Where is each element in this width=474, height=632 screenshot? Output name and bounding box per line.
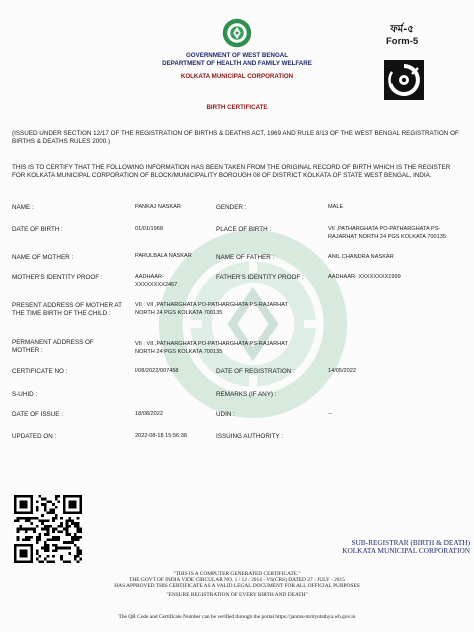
gender-label: GENDER : xyxy=(216,204,247,211)
footer-verification-note: The QR Code and Certificate Number can be verified through the portal https://janma-mrityutathya.wb.gov.in xyxy=(118,614,356,620)
qr-code-icon xyxy=(14,495,82,563)
mother-id-label: MOTHER'S IDENTITY PROOF : xyxy=(12,274,103,281)
permanent-address-label: PERMANENT ADDRESS OF MOTHER : xyxy=(12,339,94,354)
certificate-no-value: I/08/2022/007458 xyxy=(135,368,179,374)
issue-date-value: 18/08/2022 xyxy=(135,411,163,417)
father-name-label: NAME OF FATHER : xyxy=(216,254,275,261)
present-address-label: PRESENT ADDRESS OF MOTHER AT THE TIME BIRTH OF THE CHILD : xyxy=(12,302,122,317)
govt-heading: GOVERNMENT OF WEST BENGAL xyxy=(185,52,289,59)
issuing-authority-label: ISSUING AUTHORITY : xyxy=(216,433,284,440)
pob-value: VII ,PATHARGHATA PO-PATHARGHATA PS-RAJARHAT NORTH 24 PGS KOLKATA 700135 xyxy=(328,226,446,240)
dob-label: DATE OF BIRTH : xyxy=(12,226,63,233)
certificate-title: BIRTH CERTIFICATE xyxy=(206,104,268,111)
west-bengal-emblem-icon xyxy=(222,18,252,48)
gender-value: MALE xyxy=(328,204,344,210)
name-value: PANKAJ NASKAR xyxy=(135,204,181,210)
registration-date-label: DATE OF REGISTRATION : xyxy=(216,368,295,375)
registrar-title: SUB-REGISTRAR (BIRTH & DEATH) xyxy=(351,538,470,547)
footer-legal-document: HAS APPROVED THIS CERTIFICATE AS A VALID LEGAL DOCUMENT FOR ALL OFFICIAL PURPOSES xyxy=(114,583,360,589)
updated-on-value: 2022-08-18 15:56:38 xyxy=(135,433,187,439)
updated-on-label: UPDATED ON : xyxy=(12,433,57,440)
registrar-office: KOLKATA MUNICIPAL CORPORATION xyxy=(342,546,470,555)
form-number xyxy=(386,24,418,47)
dob-value: 01/01/1968 xyxy=(135,226,163,232)
mother-name-value: PARULBALA NASKAR xyxy=(135,253,192,259)
udin-label: UDIN : xyxy=(216,411,235,418)
registration-symbol-icon xyxy=(384,60,424,100)
corporation-heading: KOLKATA MUNICIPAL CORPORATION xyxy=(180,73,294,80)
remarks-label: REMARKS (IF ANY) : xyxy=(216,391,277,398)
mother-id-value: AADHAAR-XXXXXXXX2467 xyxy=(135,274,178,288)
registration-date-value: 14/05/2022 xyxy=(328,368,356,374)
footer-circular: THE GOVT.OF INDIA VIDE CIRCULAR NO. 1 / 12 / 2014 - VS(CRS) DATED 27 - JULY - 2015 xyxy=(129,577,345,583)
father-id-label: FATHER'S IDENTITY PROOF : xyxy=(216,274,304,281)
department-heading: DEPARTMENT OF HEALTH AND FAMILY WELFARE xyxy=(162,60,312,67)
form-number-bengali: ফর্ম-৫ xyxy=(390,24,414,35)
certify-statement: THIS IS TO CERTIFY THAT THE FOLLOWING INFORMATION HAS BEEN TAKEN FROM THE ORIGINAL RECORD OF BIRTH WHICH IS THE REGISTER FOR KOLKATA MUNICIPAL CORPORATION OF BLOCK/MUNICIPALITY BOROUGH 08 OF DISTRICT KOLKATA OF STATE WEST BENGAL, INDIA. xyxy=(12,164,451,179)
father-name-value: ANIL CHANDRA NASKAR xyxy=(328,254,394,260)
suhid-label: S-UHID : xyxy=(12,391,38,398)
father-id-value: AADHAAR- XXXXXXXX1999 xyxy=(328,274,401,280)
footer-ensure-registration: "ENSURE REGISTRATION OF EVERY BIRTH AND DEATH" xyxy=(166,592,308,598)
certificate-no-label: CERTIFICATE NO : xyxy=(12,368,68,375)
issued-under-note: (ISSUED UNDER SECTION 12/17 OF THE REGISTRATION OF BIRTHS & DEATHS ACT, 1969 AND RULE 8/13 OF THE WEST BENGAL REGISTRATION OF BIRTHS & DEATHS RULES 2000.) xyxy=(12,130,459,145)
permanent-address-value: VII : VII ,PATHARGHATA PO-PATHARGHATA PS-RAJARHAT NORTH 24 PGS KOLKATA 700135 xyxy=(135,341,288,355)
form-number-english: Form-5 xyxy=(386,36,419,47)
name-label: NAME : xyxy=(12,204,34,211)
mother-name-label: NAME OF MOTHER : xyxy=(12,254,74,261)
udin-value: -- xyxy=(328,411,332,417)
issue-date-label: DATE OF ISSUE : xyxy=(12,411,63,418)
footer-computer-generated: "THIS IS A COMPUTER GENERATED CERTIFICATE." xyxy=(173,571,301,577)
pob-label: PLACE OF BIRTH : xyxy=(216,226,272,233)
present-address-value: VII : VII ,PATHARGHATA PO-PATHARGHATA PS-RAJARHAT NORTH 24 PGS KOLKATA 700135 xyxy=(135,302,288,316)
